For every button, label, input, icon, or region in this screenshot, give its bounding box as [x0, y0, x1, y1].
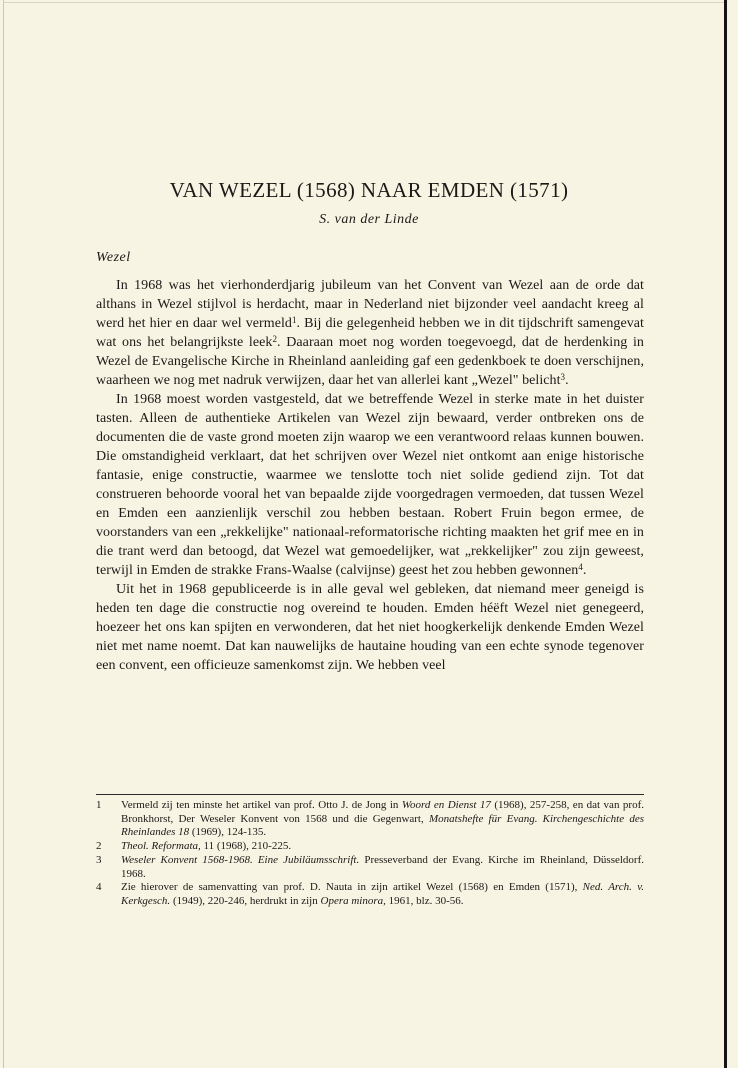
page-edge-top [3, 2, 725, 3]
footnote-number: 2 [96, 840, 102, 853]
footnote-ref-1: 1 [291, 315, 297, 325]
scan-border-right [724, 0, 727, 1068]
footnote-number: 3 [96, 853, 102, 866]
footnote-2: 2 Theol. Reformata, 11 (1968), 210-225. [96, 840, 292, 853]
article-author: S. van der Linde [319, 212, 419, 227]
article-title: VAN WEZEL (1568) NAAR EMDEN (1571) [169, 178, 569, 202]
footnote-number: 4 [96, 881, 102, 894]
footnote-ref-3: 3 [560, 372, 566, 382]
footnote-rule [96, 794, 644, 795]
footnote-ref-2: 2 [272, 334, 278, 344]
paragraph-2: In 1968 moest worden vastgesteld, dat we betreffende Wezel in sterke mate in het duister tasten. Alleen de authentieke Artikelen van Wezel zijn bewaard, verder ontbreken ons de documenten die de vaste grond moeten zijn waarop we een verantwoord relaas kunnen bouwen. Die omstandigheid verklaart, dat het schrijven over Wezel niet ontkomt aan enige historische fantasie, enige constructie, waarmee we tenslotte toch niet solide gediend zijn. Tot dat construeren behoorde vooral het van bepaalde zijde voorgedragen vermoeden, dat tussen Wezel en Emden een aanzienlijk verschil zou hebben bestaan. Robert Fruin begon ermee, de voorstanders van een „rekkelijke" nationaal-reformatorische richting maakten het grif mee en in die trant werd dan betoogd, dat Wezel wat gemoedelijker, wat „rekkelijker" zou zijn geweest, terwijl in Emden de strakke Frans-Waalse (calvijnse) geest het zou hebben gewonnen$^4$. [96, 392, 644, 578]
footnote-1: 1 Vermeld zij ten minste het artikel van prof. Otto J. de Jong in Woord en Dienst 17 (1968), 257-258, en dat van prof. Bronkhorst, Der Weseler Konvent von 1568 und die Gegenwart, Monatshefte für Evang. Kirchengeschichte des Rheinlandes 18 (1969), 124-135. [96, 799, 644, 839]
page-edge-left [3, 0, 4, 1068]
footnotes [96, 799, 644, 909]
footnote-number: 1 [96, 799, 102, 811]
footnote-4: 4 Zie hierover de samenvatting van prof. D. Nauta in zijn artikel Wezel (1568) en Emden (1571), Ned. Arch. v. Kerkgesch. (1949), 220-246, herdrukt in zijn Opera minora, 1961, blz. 30-56. [96, 881, 645, 907]
section-heading: Wezel [96, 250, 131, 265]
footnote-ref-4: 4 [578, 562, 583, 572]
footnote-3: 3 Weseler Konvent 1568-1968. Eine Jubiläumsschrift. Presseverband der Evang. Kirche im Rheinland, Düsseldorf. 1968. [96, 853, 644, 880]
article-body [96, 276, 644, 675]
paragraph-3: Uit het in 1968 gepubliceerde is in alle geval wel gebleken, dat niemand meer geneigd is heden ten dage die constructie nog overeind te houden. Emden héëft Wezel niet genegeerd, hoezeer het ons kan spijten en verwonderen, dat het niet hoogkerkelijk denkende Emden Wezel niet met name noemt. Dat kan nauwelijks de hautaine houding van een echte synode tegenover een convent, een officieuze samenkomst zijn. We hebben veel [96, 582, 644, 673]
paragraph-1: In 1968 was het vierhonderdjarig jubileum van het Convent van Wezel aan de orde dat althans in Wezel stijlvol is herdacht, maar in Nederland niet bijzonder veel aandacht kreeg al werd het hier en daar wel vermeld$^1$. Bij die gelegenheid hebben we in dit tijdschrift samengevat wat ons het belangrijkste leek$^2$. Daaraan moet nog worden toegevoegd, dat de herdenking in Wezel de Evangelische Kirche in Rheinland aanleiding gaf een gedenkboek te doen verschijnen, waarheen we nog met nadruk verwijzen, daar het van allerlei kant „Wezel" belicht$^3$. [96, 278, 644, 388]
